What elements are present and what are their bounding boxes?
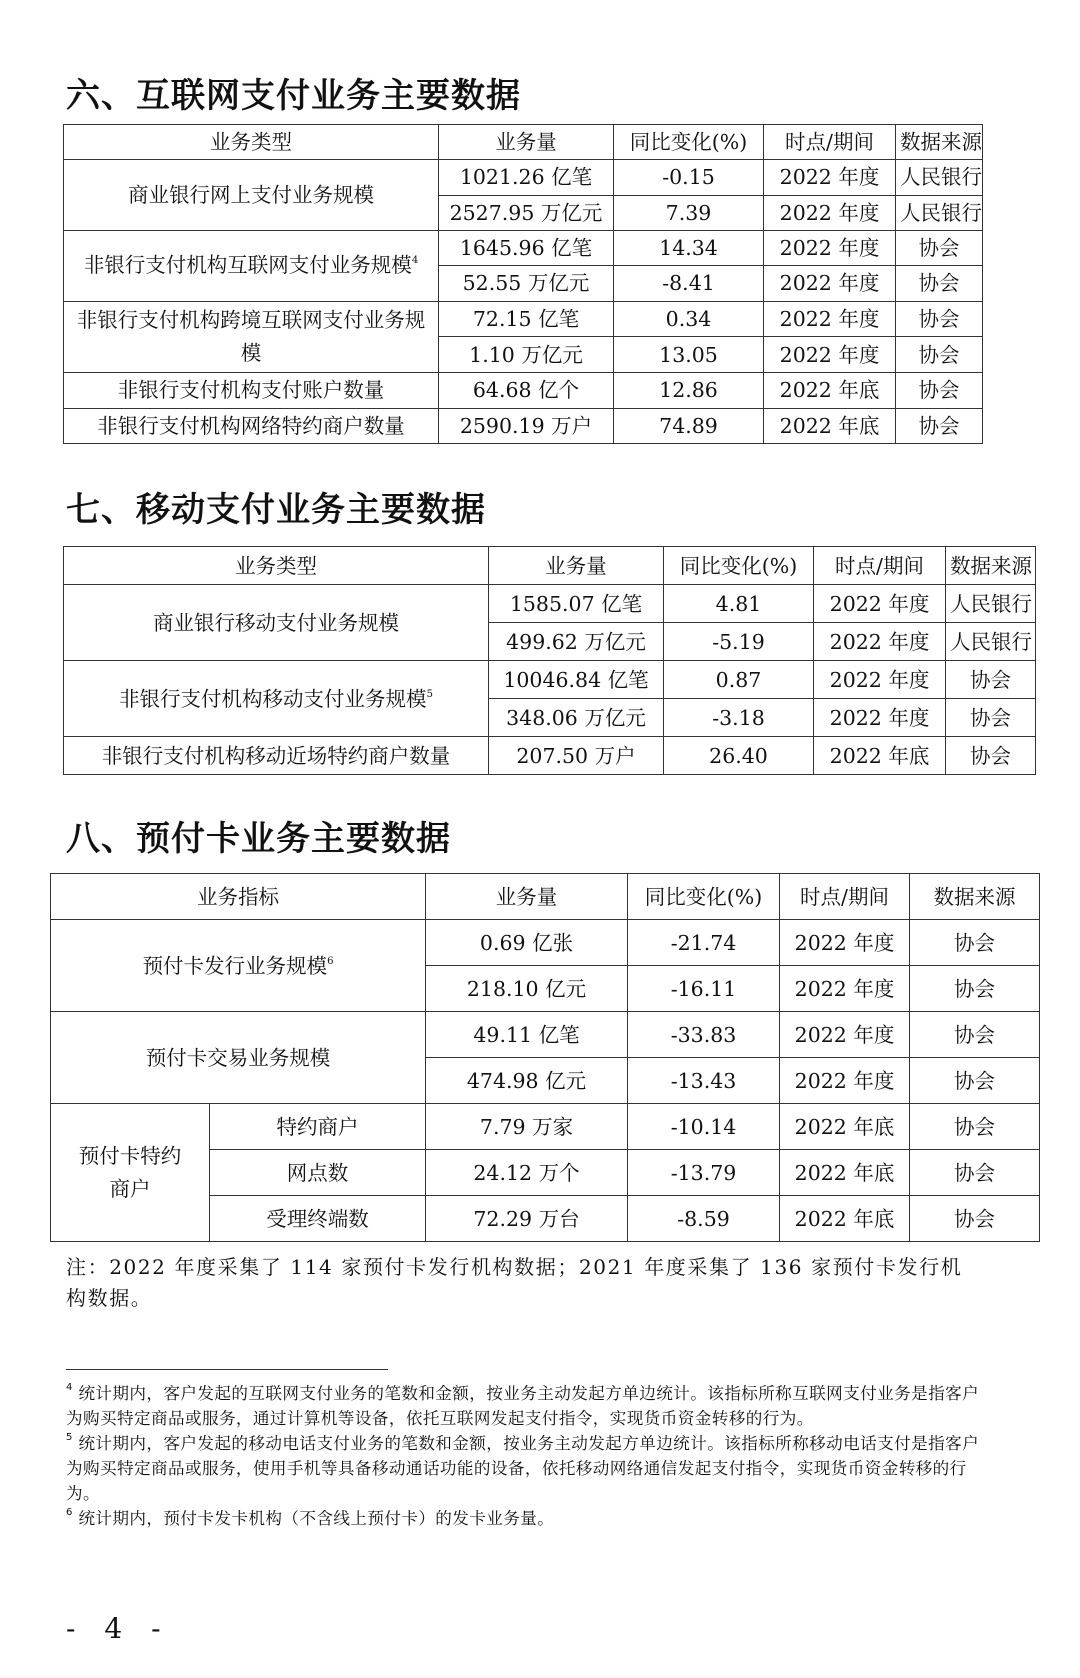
table-cell: 协会 bbox=[910, 1058, 1040, 1104]
sub-row-label: 网点数 bbox=[210, 1150, 426, 1196]
table-cell: 1645.96 亿笔 bbox=[439, 230, 614, 265]
table-cell: 13.05 bbox=[614, 337, 764, 373]
table-cell: -0.15 bbox=[614, 160, 764, 195]
table-row bbox=[64, 408, 983, 443]
table-row bbox=[51, 1012, 1040, 1058]
table-cell: 12.86 bbox=[614, 373, 764, 408]
table-cell: 2022 年度 bbox=[780, 966, 910, 1012]
table-cell: 10046.84 亿笔 bbox=[489, 661, 664, 699]
table-cell: 协会 bbox=[910, 1012, 1040, 1058]
sub-row-label: 特约商户 bbox=[210, 1104, 426, 1150]
table-cell: -8.41 bbox=[614, 266, 764, 301]
table-cell: 2022 年度 bbox=[780, 1058, 910, 1104]
row-label: 商业银行移动支付业务规模 bbox=[64, 585, 489, 661]
footnote-number: 6 bbox=[66, 1507, 73, 1518]
table-cell: 人民银行 bbox=[896, 160, 983, 195]
column-header: 业务指标 bbox=[51, 874, 426, 920]
table-cell: 499.62 万亿元 bbox=[489, 623, 664, 661]
table-row bbox=[64, 661, 1036, 699]
table-cell: 2022 年度 bbox=[780, 920, 910, 966]
table-cell: 64.68 亿个 bbox=[439, 373, 614, 408]
table-cell: -16.11 bbox=[628, 966, 780, 1012]
table-cell: 2527.95 万亿元 bbox=[439, 195, 614, 230]
table-cell: 人民银行 bbox=[896, 195, 983, 230]
table-cell: 协会 bbox=[896, 337, 983, 373]
table-cell: 2022 年度 bbox=[780, 1012, 910, 1058]
table-cell: 2590.19 万户 bbox=[439, 408, 614, 443]
table-cell: 1585.07 亿笔 bbox=[489, 585, 664, 623]
table-cell: 2022 年底 bbox=[814, 737, 946, 775]
mobile-payment-table bbox=[63, 546, 1036, 775]
page-number: - 4 - bbox=[66, 1612, 171, 1645]
table-row bbox=[64, 160, 983, 195]
table-cell: 52.55 万亿元 bbox=[439, 266, 614, 301]
table-cell: 72.15 亿笔 bbox=[439, 301, 614, 337]
column-header: 时点/期间 bbox=[764, 125, 896, 160]
table-cell: 2022 年度 bbox=[814, 661, 946, 699]
table-cell: 1021.26 亿笔 bbox=[439, 160, 614, 195]
row-label: 非银行支付机构移动支付业务规模$^5$ bbox=[64, 661, 489, 737]
column-header: 业务量 bbox=[426, 874, 628, 920]
footnote-text: 统计期内，预付卡发卡机构（不含线上预付卡）的发卡业务量。 bbox=[72, 1509, 555, 1528]
prepaid-table-note: 注：2022 年度采集了 114 家预付卡发行机构数据；2021 年度采集了 136 家预付卡发行机构数据。 bbox=[66, 1255, 963, 1310]
row-label: 非银行支付机构网络特约商户数量 bbox=[64, 408, 439, 443]
table-cell: 0.87 bbox=[664, 661, 814, 699]
table-cell: 协会 bbox=[910, 1196, 1040, 1242]
table-cell: 7.39 bbox=[614, 195, 764, 230]
table-cell: 2022 年度 bbox=[814, 585, 946, 623]
column-header: 数据来源 bbox=[946, 547, 1036, 585]
footnote bbox=[66, 1506, 981, 1531]
column-header: 业务类型 bbox=[64, 125, 439, 160]
table-row bbox=[64, 230, 983, 265]
header-row bbox=[51, 874, 1040, 920]
table-cell: 0.69 亿张 bbox=[426, 920, 628, 966]
table-cell: 协会 bbox=[910, 920, 1040, 966]
table-cell: 72.29 万台 bbox=[426, 1196, 628, 1242]
table-row bbox=[51, 920, 1040, 966]
table-cell: 218.10 亿元 bbox=[426, 966, 628, 1012]
table-cell: 74.89 bbox=[614, 408, 764, 443]
table-cell: 2022 年度 bbox=[764, 266, 896, 301]
table-cell: -33.83 bbox=[628, 1012, 780, 1058]
table-cell: -21.74 bbox=[628, 920, 780, 966]
footnote-ref[interactable]: 6 bbox=[327, 955, 334, 967]
table-cell: 协会 bbox=[946, 661, 1036, 699]
table-cell: 协会 bbox=[946, 737, 1036, 775]
section-7-title: 七、移动支付业务主要数据 bbox=[66, 490, 486, 530]
row-label: 非银行支付机构跨境互联网支付业务规模 bbox=[64, 301, 439, 373]
column-header: 业务量 bbox=[439, 125, 614, 160]
table-cell: 2022 年度 bbox=[764, 195, 896, 230]
table-cell: -5.19 bbox=[664, 623, 814, 661]
column-header: 同比变化(%) bbox=[614, 125, 764, 160]
table-cell: 2022 年度 bbox=[764, 230, 896, 265]
table-row bbox=[64, 585, 1036, 623]
table-row bbox=[64, 373, 983, 408]
table-cell: 2022 年底 bbox=[764, 408, 896, 443]
sub-row-label: 受理终端数 bbox=[210, 1196, 426, 1242]
table-cell: 协会 bbox=[896, 373, 983, 408]
column-header: 业务类型 bbox=[64, 547, 489, 585]
table-cell: 0.34 bbox=[614, 301, 764, 337]
table-cell: 协会 bbox=[910, 1104, 1040, 1150]
column-header: 同比变化(%) bbox=[628, 874, 780, 920]
column-header: 时点/期间 bbox=[780, 874, 910, 920]
footnote-text: 统计期内，客户发起的互联网支付业务的笔数和金额，按业务主动发起方单边统计。该指标所称互联网支付业务是指客户为购买特定商品或服务，通过计算机等设备，依托互联网发起支付指令，实现货币资金转移的行为。 bbox=[66, 1384, 980, 1428]
table-cell: 协会 bbox=[910, 1150, 1040, 1196]
table-cell: 协会 bbox=[896, 408, 983, 443]
footnote-number: 4 bbox=[66, 1382, 73, 1393]
footnote bbox=[66, 1431, 981, 1506]
column-header: 时点/期间 bbox=[814, 547, 946, 585]
table-cell: 207.50 万户 bbox=[489, 737, 664, 775]
table-cell: -13.43 bbox=[628, 1058, 780, 1104]
table-cell: 协会 bbox=[896, 301, 983, 337]
column-header: 业务量 bbox=[489, 547, 664, 585]
footnotes bbox=[66, 1381, 981, 1531]
footnote-ref[interactable]: 4 bbox=[411, 255, 419, 267]
row-label: 预付卡发行业务规模$^6$ bbox=[51, 920, 426, 1012]
table-cell: 2022 年度 bbox=[764, 160, 896, 195]
table-cell: 14.34 bbox=[614, 230, 764, 265]
table-cell: -10.14 bbox=[628, 1104, 780, 1150]
table-cell: 协会 bbox=[896, 266, 983, 301]
internet-payment-table bbox=[63, 124, 983, 444]
table-cell: 49.11 亿笔 bbox=[426, 1012, 628, 1058]
row-label: 非银行支付机构移动近场特约商户数量 bbox=[64, 737, 489, 775]
row-label: 商业银行网上支付业务规模 bbox=[64, 160, 439, 231]
footnote-number: 5 bbox=[66, 1432, 73, 1443]
section-6-title: 六、互联网支付业务主要数据 bbox=[66, 76, 521, 116]
column-header: 数据来源 bbox=[896, 125, 983, 160]
table-cell: -3.18 bbox=[664, 699, 814, 737]
table-cell: 1.10 万亿元 bbox=[439, 337, 614, 373]
table-cell: 2022 年底 bbox=[780, 1150, 910, 1196]
prepaid-card-table bbox=[50, 873, 1040, 1242]
row-label: 预付卡交易业务规模 bbox=[51, 1012, 426, 1104]
table-cell: 2022 年底 bbox=[780, 1104, 910, 1150]
column-header: 数据来源 bbox=[910, 874, 1040, 920]
table-cell: 24.12 万个 bbox=[426, 1150, 628, 1196]
table-cell: 人民银行 bbox=[946, 623, 1036, 661]
table-row bbox=[51, 1104, 1040, 1150]
row-label: 非银行支付机构支付账户数量 bbox=[64, 373, 439, 408]
table-cell: 348.06 万亿元 bbox=[489, 699, 664, 737]
table-row bbox=[64, 301, 983, 337]
table-cell: 26.40 bbox=[664, 737, 814, 775]
table-cell: -8.59 bbox=[628, 1196, 780, 1242]
table-cell: -13.79 bbox=[628, 1150, 780, 1196]
table-row bbox=[64, 737, 1036, 775]
row-label: 预付卡特约商户 bbox=[51, 1104, 210, 1242]
footnote-text: 统计期内，客户发起的移动电话支付业务的笔数和金额，按业务主动发起方单边统计。该指标所称移动电话支付是指客户为购买特定商品或服务，使用手机等具备移动通话功能的设备，依托移动网络通信发起支付指令，实现货币资金转移的行为。 bbox=[66, 1434, 980, 1503]
table-cell: 2022 年底 bbox=[780, 1196, 910, 1242]
header-row bbox=[64, 125, 983, 160]
header-row bbox=[64, 547, 1036, 585]
table-cell: 4.81 bbox=[664, 585, 814, 623]
table-cell: 2022 年度 bbox=[764, 301, 896, 337]
section-8-title: 八、预付卡业务主要数据 bbox=[66, 819, 451, 859]
table-cell: 协会 bbox=[946, 699, 1036, 737]
footnote-divider bbox=[66, 1369, 388, 1370]
table-cell: 7.79 万家 bbox=[426, 1104, 628, 1150]
row-label: 非银行支付机构互联网支付业务规模$^4$ bbox=[64, 230, 439, 301]
footnote bbox=[66, 1381, 981, 1431]
table-cell: 协会 bbox=[910, 966, 1040, 1012]
table-cell: 474.98 亿元 bbox=[426, 1058, 628, 1104]
column-header: 同比变化(%) bbox=[664, 547, 814, 585]
table-cell: 人民银行 bbox=[946, 585, 1036, 623]
table-cell: 协会 bbox=[896, 230, 983, 265]
table-cell: 2022 年度 bbox=[764, 337, 896, 373]
table-cell: 2022 年度 bbox=[814, 699, 946, 737]
footnote-ref[interactable]: 5 bbox=[426, 688, 433, 700]
table-cell: 2022 年度 bbox=[814, 623, 946, 661]
table-cell: 2022 年底 bbox=[764, 373, 896, 408]
